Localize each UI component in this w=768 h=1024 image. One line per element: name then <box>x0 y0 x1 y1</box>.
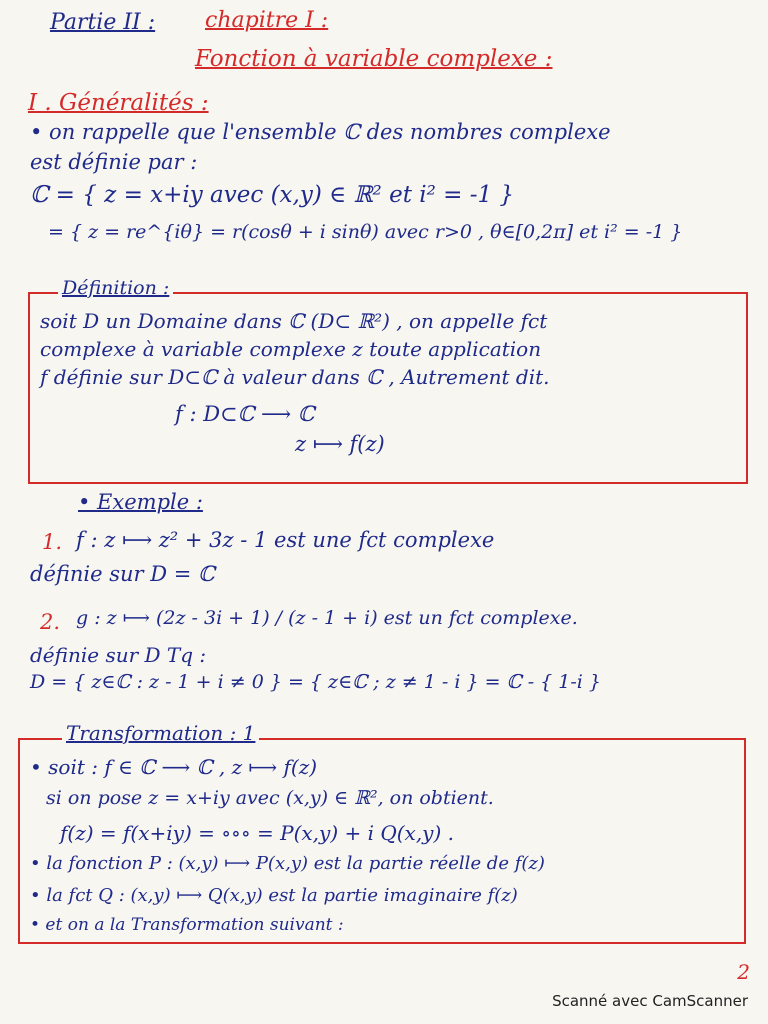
formula-line: f : D⊂ℂ ⟶ ℂ <box>175 402 315 426</box>
item-number: 1. <box>42 530 63 554</box>
text-line: soit D un Domaine dans ℂ (D⊂ ℝ²) , on appelle fct <box>40 309 548 333</box>
part-heading: Partie II : <box>50 10 156 35</box>
formula-line: D = { z∈ℂ : z - 1 + i ≠ 0 } = { z∈ℂ ; z ≠ 1 - i } = ℂ - { 1-i } <box>30 671 601 693</box>
example-item: définie sur D Tq : <box>30 643 207 667</box>
example-label: • Exemple : <box>78 490 203 514</box>
text-line: • on rappelle que l'ensemble ℂ des nombres complexe <box>30 120 611 144</box>
text-line: • la fct Q : (x,y) ⟼ Q(x,y) est la partie imaginaire f(z) <box>30 885 518 906</box>
formula-line: f(z) = f(x+iy) = ∘∘∘ = P(x,y) + i Q(x,y) . <box>60 821 454 845</box>
formula-line: = { z = re^{iθ} = r(cosθ + i sinθ) avec r>0 , θ∈[0,2π] et i² = -1 } <box>48 221 683 243</box>
text-line: • et on a la Transformation suivant : <box>30 915 344 935</box>
text-line: si on pose z = x+iy avec (x,y) ∈ ℝ², on obtient. <box>46 787 494 809</box>
divider <box>18 738 58 740</box>
text-line: complexe à variable complexe z toute application <box>40 337 542 361</box>
example-item: f : z ⟼ z² + 3z - 1 est une fct complexe <box>76 528 495 552</box>
example-item: g : z ⟼ (2z - 3i + 1) / (z - 1 + i) est un fct complexe. <box>76 607 578 629</box>
text-line: est définie par : <box>30 150 198 174</box>
text-line: • soit : f ∈ ℂ ⟶ ℂ , z ⟼ f(z) <box>30 755 318 779</box>
page-number: 2 <box>737 960 750 984</box>
transformation-label: Transformation : 1 <box>62 722 259 745</box>
example-item: définie sur D = ℂ <box>30 562 215 586</box>
definition-label: Définition : <box>58 278 173 300</box>
formula-line: ℂ = { z = x+iy avec (x,y) ∈ ℝ² et i² = -1 } <box>30 182 515 208</box>
chapter-heading: chapitre I : <box>205 8 329 33</box>
text-line: • la fonction P : (x,y) ⟼ P(x,y) est la partie réelle de f(z) <box>30 853 545 874</box>
formula-line: z ⟼ f(z) <box>295 432 385 456</box>
page-title: Fonction à variable complexe : <box>195 46 553 72</box>
item-number: 2. <box>40 610 61 634</box>
text-line: f définie sur D⊂ℂ à valeur dans ℂ , Autrement dit. <box>40 365 550 389</box>
scanner-watermark: Scanné avec CamScanner <box>552 992 748 1010</box>
section-heading: I . Généralités : <box>28 90 209 116</box>
